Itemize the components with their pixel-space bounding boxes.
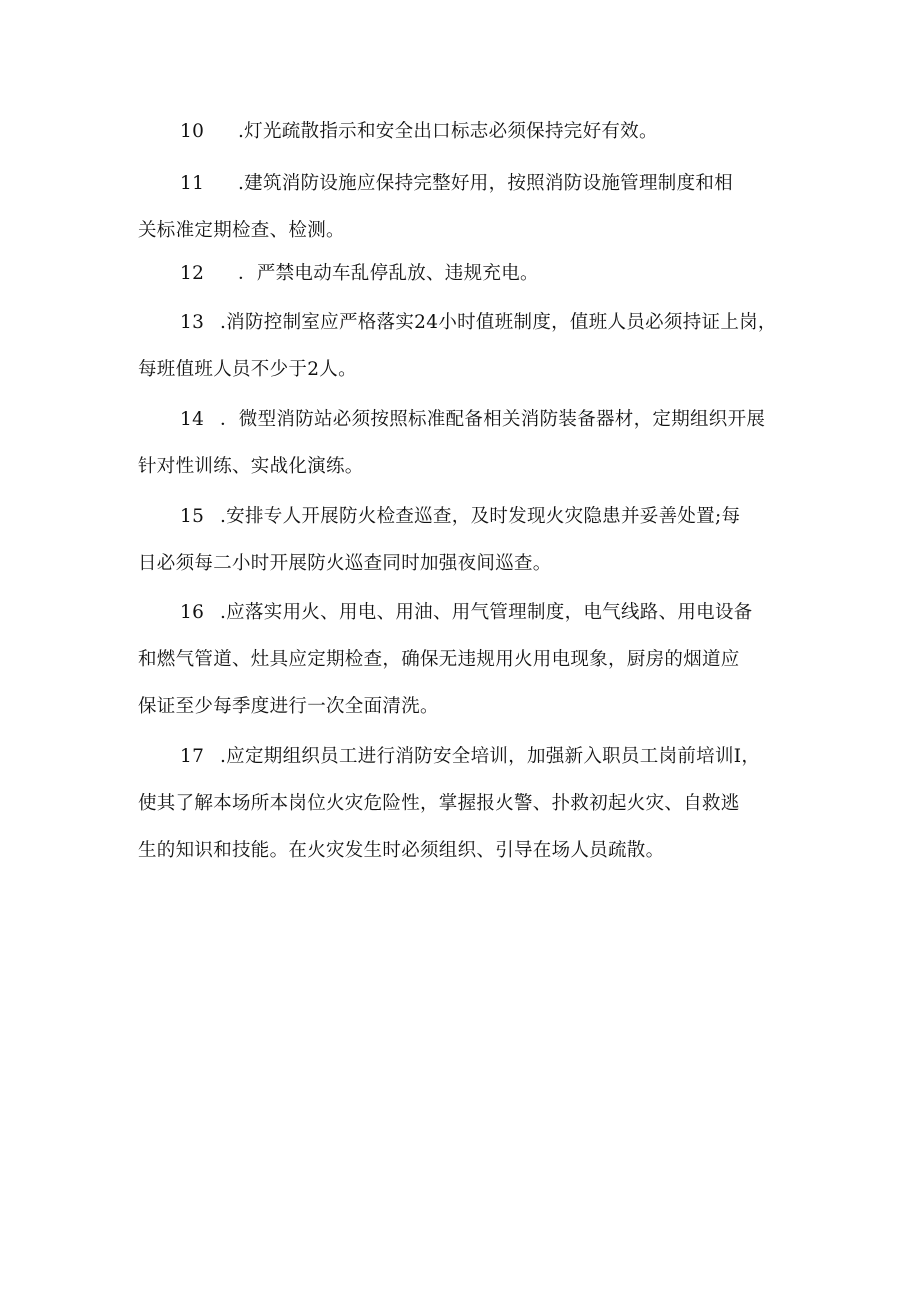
list-item-11: [138, 160, 798, 254]
list-item-16: [138, 589, 798, 730]
item-line: [138, 108, 798, 155]
item-line: 生的知识和技能。在火灾发生时必须组织、引导在场人员疏散。: [138, 840, 665, 861]
item-text: .消防控制室应严格落实24小时值班制度，值班人员必须持证上岗，: [220, 312, 777, 333]
item-text: .安排专人开展防火检查巡查，及时发现火灾隐患并妥善处置;每: [220, 506, 741, 527]
list-item-15: [138, 493, 798, 587]
item-number: 11: [180, 173, 205, 194]
list-item-14: [138, 396, 798, 490]
list-item-12: [138, 250, 798, 297]
item-line: 使其了解本场所本岗位火灾危险性，掌握报火警、扑救初起火灾、自救逃: [138, 793, 740, 814]
item-number: 16: [180, 602, 205, 623]
item-number: 12: [180, 263, 205, 284]
item-line: [138, 493, 798, 540]
item-line: 和燃气管道、灶具应定期检查，确保无违规用火用电现象，厨房的烟道应: [138, 649, 740, 670]
item-number: 10: [180, 121, 205, 142]
list-item-10: [138, 108, 798, 155]
item-line: 每班值班人员不少于2人。: [138, 359, 357, 380]
item-line: [138, 396, 798, 443]
item-line: 保证至少每季度进行一次全面清洗。: [138, 696, 439, 717]
item-line: 日必须每二小时开展防火巡查同时加强夜间巡查。: [138, 553, 552, 574]
item-number: 14: [180, 409, 205, 430]
item-text: .应定期组织员工进行消防安全培训，加强新入职员工岗前培训I，: [220, 746, 761, 767]
item-line: [138, 589, 798, 636]
item-number: 15: [180, 506, 205, 527]
item-text: .灯光疏散指示和安全出口标志必须保持完好有效。: [238, 121, 658, 142]
item-line: 关标准定期检查、检测。: [138, 220, 345, 241]
item-text: .建筑消防设施应保持完整好用，按照消防设施管理制度和相: [238, 173, 733, 194]
item-line: [138, 160, 798, 207]
list-item-17: [138, 733, 798, 874]
item-text: ．严禁电动车乱停乱放、违规充电。: [238, 263, 539, 284]
item-line: [138, 299, 798, 346]
item-number: 13: [180, 312, 205, 333]
item-number: 17: [180, 746, 205, 767]
item-line: [138, 733, 798, 780]
item-text: .应落实用火、用电、用油、用气管理制度，电气线路、用电设备: [220, 602, 753, 623]
item-text: ．微型消防站必须按照标准配备相关消防装备器材，定期组织开展: [220, 409, 766, 430]
item-line: 针对性训练、实战化演练。: [138, 456, 364, 477]
list-item-13: [138, 299, 798, 393]
item-line: [138, 250, 798, 297]
